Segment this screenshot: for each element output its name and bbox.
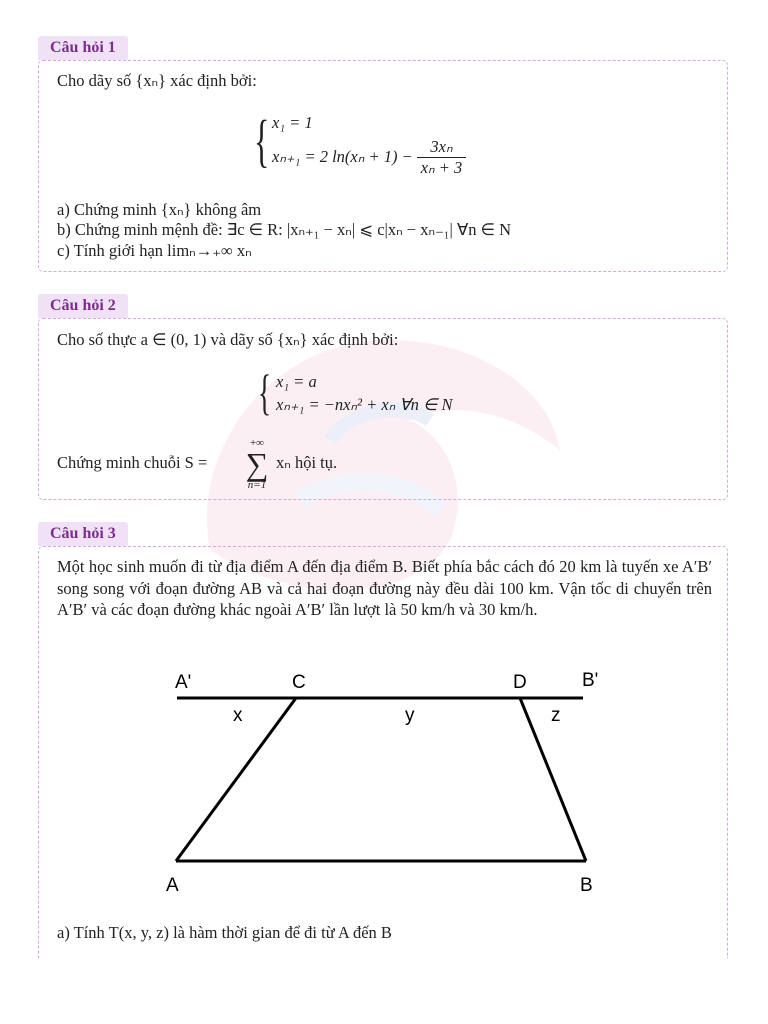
q1-eq2-fraction bbox=[417, 137, 467, 178]
q1-part-b: b) Chứng minh mệnh đề: ∃c ∈ R: |xₙ₊₁ − xₙ| ⩽ c|xₙ − xₙ₋₁| ∀n ∈ N bbox=[57, 220, 512, 239]
q1-part-c: c) Tính giới hạn limₙ→₊∞ xₙ bbox=[57, 241, 252, 260]
q1-intro: Cho dãy số {xₙ} xác định bởi: bbox=[57, 71, 257, 90]
q1-eq2-denominator: xₙ + 3 bbox=[420, 157, 463, 177]
label-d: D bbox=[513, 672, 527, 693]
q2-sum-upper: +∞ bbox=[249, 437, 265, 449]
q1-eq2-numerator: 3xₙ bbox=[417, 137, 467, 158]
q2-sigma: ∑ bbox=[245, 446, 269, 482]
q2-sum-symbol bbox=[240, 437, 274, 491]
q1-eq2-left: xₙ₊₁ = 2 ln(xₙ + 1) − bbox=[272, 147, 413, 166]
label-b-prime: B' bbox=[582, 670, 599, 691]
q3-paragraph: Một học sinh muốn đi từ địa điểm A đến địa điểm B. Biết phía bắc cách đó 20 km là tuyến xe A′B′ song song với đoạn đường AB và cả hai đoạn đường này đều dài 100 km. Vận tốc di chuyển trên A′B′ và các đoạn đường khác ngoài A′B′ lần lượt là 50 km/h và 30 km/h. bbox=[57, 557, 712, 619]
question-3-label: Câu hỏi 3 bbox=[38, 522, 128, 546]
label-a-prime: A' bbox=[175, 672, 192, 693]
label-b: B bbox=[580, 875, 593, 896]
question-1-label: Câu hỏi 1 bbox=[38, 36, 128, 60]
question-2-label: Câu hỏi 2 bbox=[38, 294, 128, 318]
q2-system-brace: { bbox=[258, 364, 272, 420]
q2-eq2: xₙ₊₁ = −nxₙ² + xₙ ∀n ∈ N bbox=[276, 395, 453, 414]
label-z: z bbox=[551, 705, 561, 726]
q1-part-a: a) Chứng minh {xₙ} không âm bbox=[57, 200, 262, 219]
q2-eq1: x₁ = a bbox=[276, 372, 317, 391]
q1-eq2 bbox=[272, 135, 466, 179]
label-y: y bbox=[405, 705, 415, 726]
label-c: C bbox=[292, 672, 306, 693]
q2-conclusion-term: xₙ hội tụ. bbox=[276, 453, 338, 472]
q1-eq1: x₁ = 1 bbox=[272, 113, 313, 132]
label-a: A bbox=[166, 875, 179, 896]
label-x: x bbox=[233, 705, 243, 726]
q2-intro: Cho số thực a ∈ (0, 1) và dãy số {xₙ} xác định bởi: bbox=[57, 330, 399, 349]
q3-trapezoid-diagram bbox=[155, 660, 605, 900]
q2-sum-lower: n=1 bbox=[247, 479, 267, 491]
q3-part-a: a) Tính T(x, y, z) là hàm thời gian để đi từ A đến B bbox=[57, 923, 392, 942]
q2-conclusion-prefix: Chứng minh chuỗi S = bbox=[57, 453, 208, 472]
q1-system-brace: { bbox=[254, 108, 270, 173]
